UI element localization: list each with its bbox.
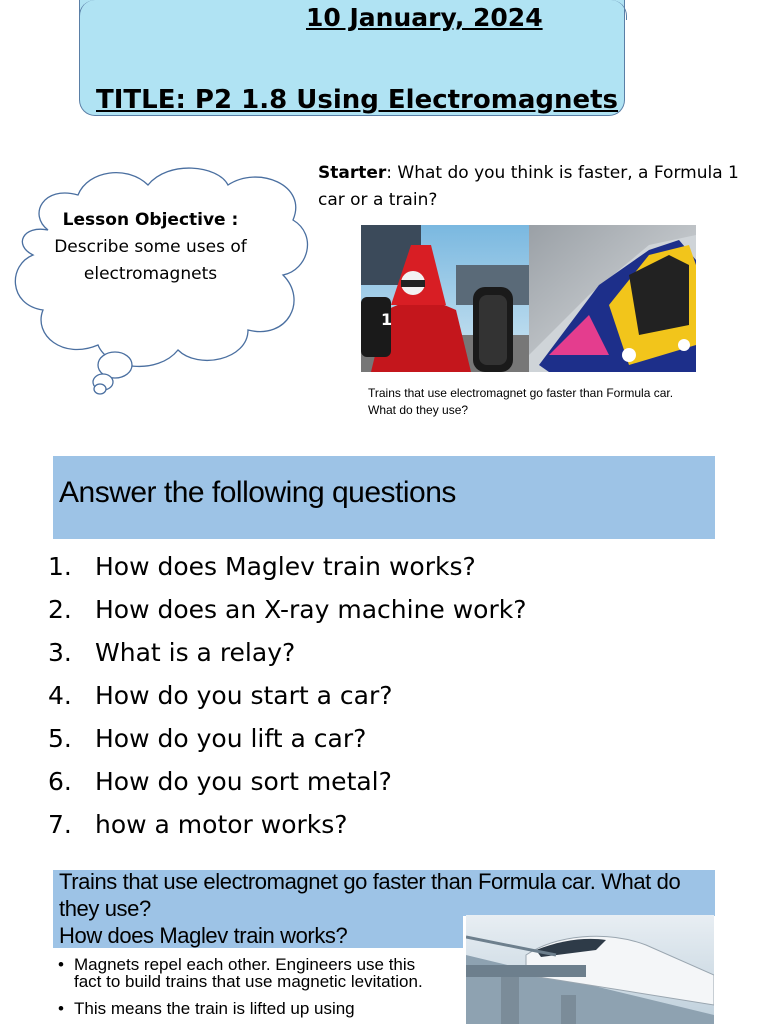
question-item — [48, 760, 527, 803]
question-item — [48, 545, 527, 588]
question-item — [48, 631, 527, 674]
question-text: What is a relay? — [95, 638, 296, 667]
questions-list — [48, 545, 527, 846]
objective-text: Describe some uses of electromagnets — [54, 237, 247, 284]
question-number: 1. — [48, 552, 72, 581]
question-text: How does Maglev train works? — [95, 552, 476, 581]
question-number: 2. — [48, 595, 72, 624]
photo-caption: Trains that use electromagnet go faster than Formula car. What do they use? — [368, 386, 674, 417]
svg-text:1: 1 — [381, 310, 393, 329]
lesson-date: 10 January, 2024 — [306, 3, 543, 32]
maglev-title-line2: How does Maglev train works? — [59, 923, 348, 948]
question-text: How do you sort metal? — [95, 767, 392, 796]
question-number: 7. — [48, 810, 72, 839]
starter-text: : What do you think is faster, a Formula 1 car or a train? — [318, 163, 739, 210]
question-text: How do you start a car? — [95, 681, 393, 710]
question-item — [48, 717, 527, 760]
bullet-item: • This means the train is lifted up using — [58, 1000, 438, 1017]
high-speed-train-photo — [529, 225, 696, 372]
question-text: How does an X-ray machine work? — [95, 595, 527, 624]
question-number: 3. — [48, 638, 72, 667]
bullet-item: • Magnets repel each other. Engineers use this fact to build trains that use magnetic levitation. — [58, 956, 438, 990]
question-item — [48, 674, 527, 717]
objective-heading: Lesson Objective : — [62, 210, 239, 230]
questions-heading: Answer the following questions — [59, 476, 456, 509]
question-text: how a motor works? — [95, 810, 348, 839]
maglev-title-line1: Trains that use electromagnet go faster than Formula car. What do they use? — [59, 869, 681, 921]
question-number: 6. — [48, 767, 72, 796]
question-item — [48, 803, 527, 846]
question-number: 5. — [48, 724, 72, 753]
formula1-car-photo — [361, 225, 529, 372]
maglev-bullets — [58, 956, 438, 1027]
maglev-train-photo — [466, 915, 714, 1024]
starter-label: Starter — [318, 163, 387, 183]
question-text: How do you lift a car? — [95, 724, 367, 753]
starter-question — [318, 160, 748, 214]
question-item — [48, 588, 527, 631]
page-title: TITLE: P2 1.8 Using Electromagnets — [96, 85, 619, 115]
question-number: 4. — [48, 681, 72, 710]
lesson-objective — [48, 207, 253, 288]
